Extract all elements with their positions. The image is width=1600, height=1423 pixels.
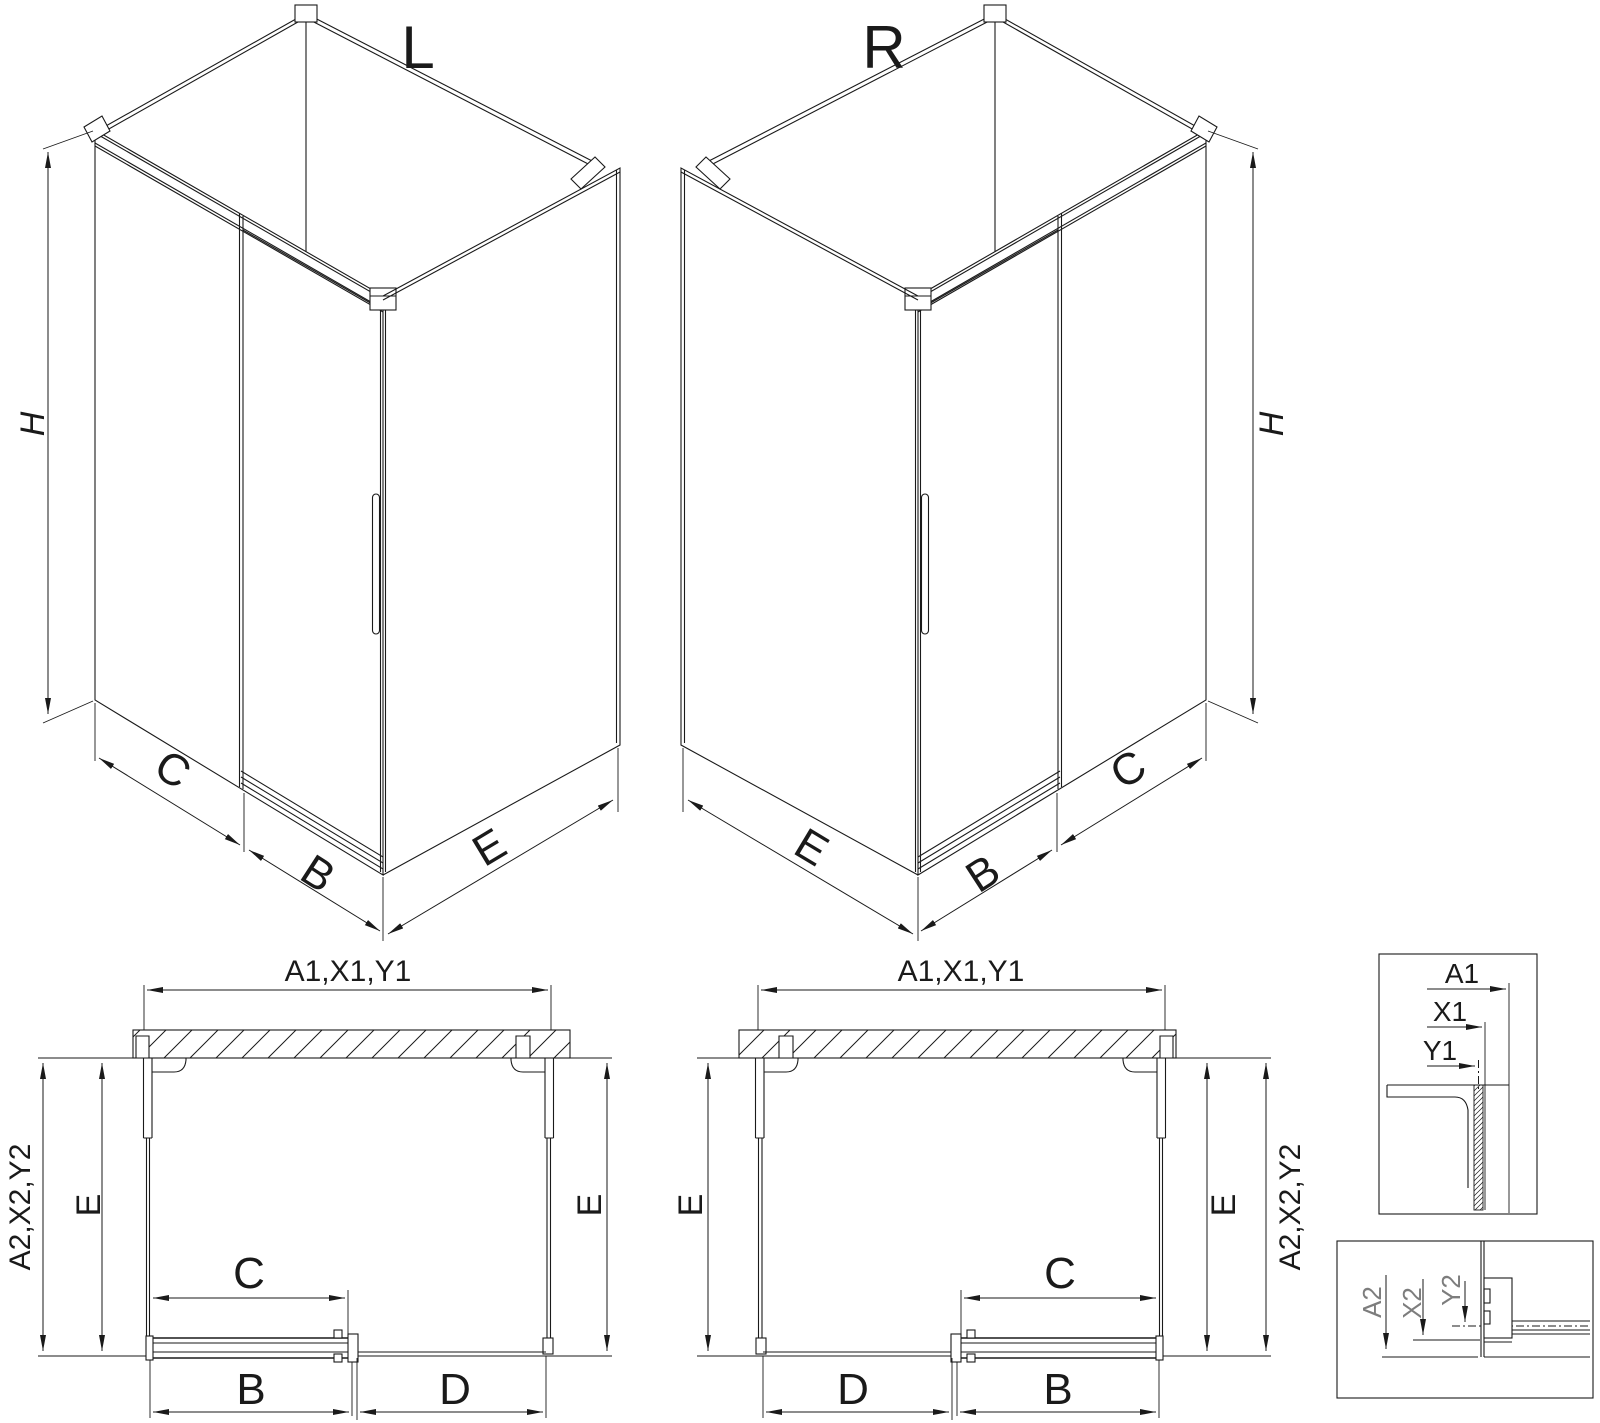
dim-label-h: H — [1253, 411, 1291, 437]
dim-label-c: C — [233, 1249, 265, 1298]
detail-frame — [1379, 954, 1537, 1214]
return-wall-glass-inner — [383, 170, 620, 743]
dim-label-h: H — [14, 411, 52, 437]
plan-view-right — [672, 955, 1307, 1420]
iso-view-right — [681, 5, 1291, 941]
wall-bracket-left — [696, 157, 730, 189]
side-glass-right — [1160, 1138, 1163, 1340]
return-wall-glass-inner — [681, 170, 918, 743]
dim-label-d: D — [439, 1365, 471, 1414]
side-profile-left-foot — [152, 1058, 186, 1072]
dim-label-b: B — [957, 845, 1009, 903]
detail-label-x2: X2 — [1397, 1287, 1427, 1319]
dim-label-e: E — [786, 819, 837, 877]
side-glass-left — [759, 1138, 763, 1338]
door-top-edge — [243, 230, 381, 309]
a1-extension-lines — [144, 985, 551, 1030]
dim-label-e-far: E — [571, 1193, 609, 1217]
side-profile-left — [756, 1058, 765, 1138]
dim-label-d: D — [837, 1365, 869, 1414]
dim-label-e-far: E — [672, 1193, 710, 1217]
plan-view-left — [4, 955, 612, 1420]
room-wall-edge-left — [97, 15, 305, 134]
door-lead-edge — [951, 1334, 961, 1362]
side-glass-right — [547, 1138, 551, 1338]
wall-notch-right — [516, 1036, 530, 1059]
roller-top — [334, 1330, 342, 1338]
side-profile-right-foot — [1123, 1058, 1157, 1072]
detail-box-bottom — [1337, 1241, 1593, 1398]
side-profile-left-foot — [764, 1058, 798, 1072]
door-profile-front — [1484, 1278, 1512, 1338]
dim-label-e-inner: E — [1205, 1193, 1243, 1217]
dim-label-c: C — [1101, 740, 1155, 799]
dim-label-a1x1y1: A1,X1,Y1 — [897, 955, 1025, 988]
dim-label-b: B — [1043, 1365, 1073, 1414]
wall-notch-right — [1160, 1036, 1173, 1059]
detail-label-y1: Y1 — [1422, 1035, 1458, 1066]
side-profile-right — [545, 1058, 554, 1138]
wall-hatch-band — [133, 1030, 570, 1058]
wall-notch-left — [136, 1036, 149, 1059]
slide-rail — [957, 1338, 1159, 1358]
return-wall-glass — [681, 168, 918, 875]
wall-bracket-left — [84, 116, 110, 142]
door-lead-edge — [348, 1334, 358, 1362]
dim-label-a2x2y2: A2,X2,Y2 — [4, 1143, 37, 1271]
view-title-left: L — [401, 14, 435, 81]
dim-label-e: E — [464, 819, 515, 877]
side-profile-left — [144, 1058, 153, 1138]
roller-bottom — [334, 1354, 342, 1362]
detail-label-a2: A2 — [1357, 1286, 1387, 1318]
wall-profile-section — [1387, 1085, 1509, 1188]
ceiling-bracket — [984, 5, 1006, 22]
roller-top — [967, 1330, 975, 1338]
dim-label-a1x1y1: A1,X1,Y1 — [284, 955, 412, 988]
door-divider-edge — [240, 213, 244, 789]
side-profile-right-foot — [511, 1058, 545, 1072]
dim-label-a2x2y2: A2,X2,Y2 — [1274, 1143, 1307, 1271]
side-profile-right — [1157, 1058, 1166, 1138]
wall-notch-left — [779, 1036, 793, 1059]
glass-section — [1474, 1085, 1483, 1210]
door-top-edge — [920, 230, 1058, 309]
roller-bottom — [967, 1354, 975, 1362]
rail-end-cap — [1156, 1336, 1163, 1360]
bd-extension-lines — [763, 1356, 1159, 1420]
slide-rail — [150, 1338, 352, 1358]
bottom-rail — [918, 771, 1060, 869]
h-extension-lines — [1208, 131, 1258, 723]
ceiling-bracket — [295, 5, 317, 22]
detail-label-y2: Y2 — [1436, 1274, 1466, 1306]
wall-bracket-right — [571, 157, 605, 189]
dim-label-e-inner: E — [70, 1193, 108, 1217]
dim-label-b: B — [236, 1365, 266, 1414]
room-wall-edge-right — [308, 15, 596, 167]
door-divider-edge — [1058, 213, 1062, 789]
door-handle — [373, 494, 380, 634]
a1-extension-lines — [758, 985, 1165, 1030]
room-wall-edge-left — [705, 15, 993, 167]
detail-label-a1: A1 — [1444, 958, 1480, 989]
wall-hatch-band — [739, 1030, 1176, 1058]
dim-label-c: C — [146, 740, 200, 799]
view-title-right: R — [862, 14, 906, 81]
dim-label-c: C — [1044, 1249, 1076, 1298]
door-handle — [922, 494, 929, 634]
room-wall-edge-right — [996, 15, 1204, 134]
rail-end-cap — [146, 1336, 153, 1360]
wall-bracket-right — [1191, 116, 1217, 142]
bd-extension-lines — [150, 1356, 546, 1420]
iso-view-left — [14, 5, 620, 941]
dim-label-b: B — [292, 845, 344, 903]
detail-box-top — [1379, 954, 1537, 1214]
side-glass-left — [147, 1138, 150, 1340]
detail-label-x1: X1 — [1432, 996, 1468, 1027]
return-wall-glass — [383, 168, 620, 875]
